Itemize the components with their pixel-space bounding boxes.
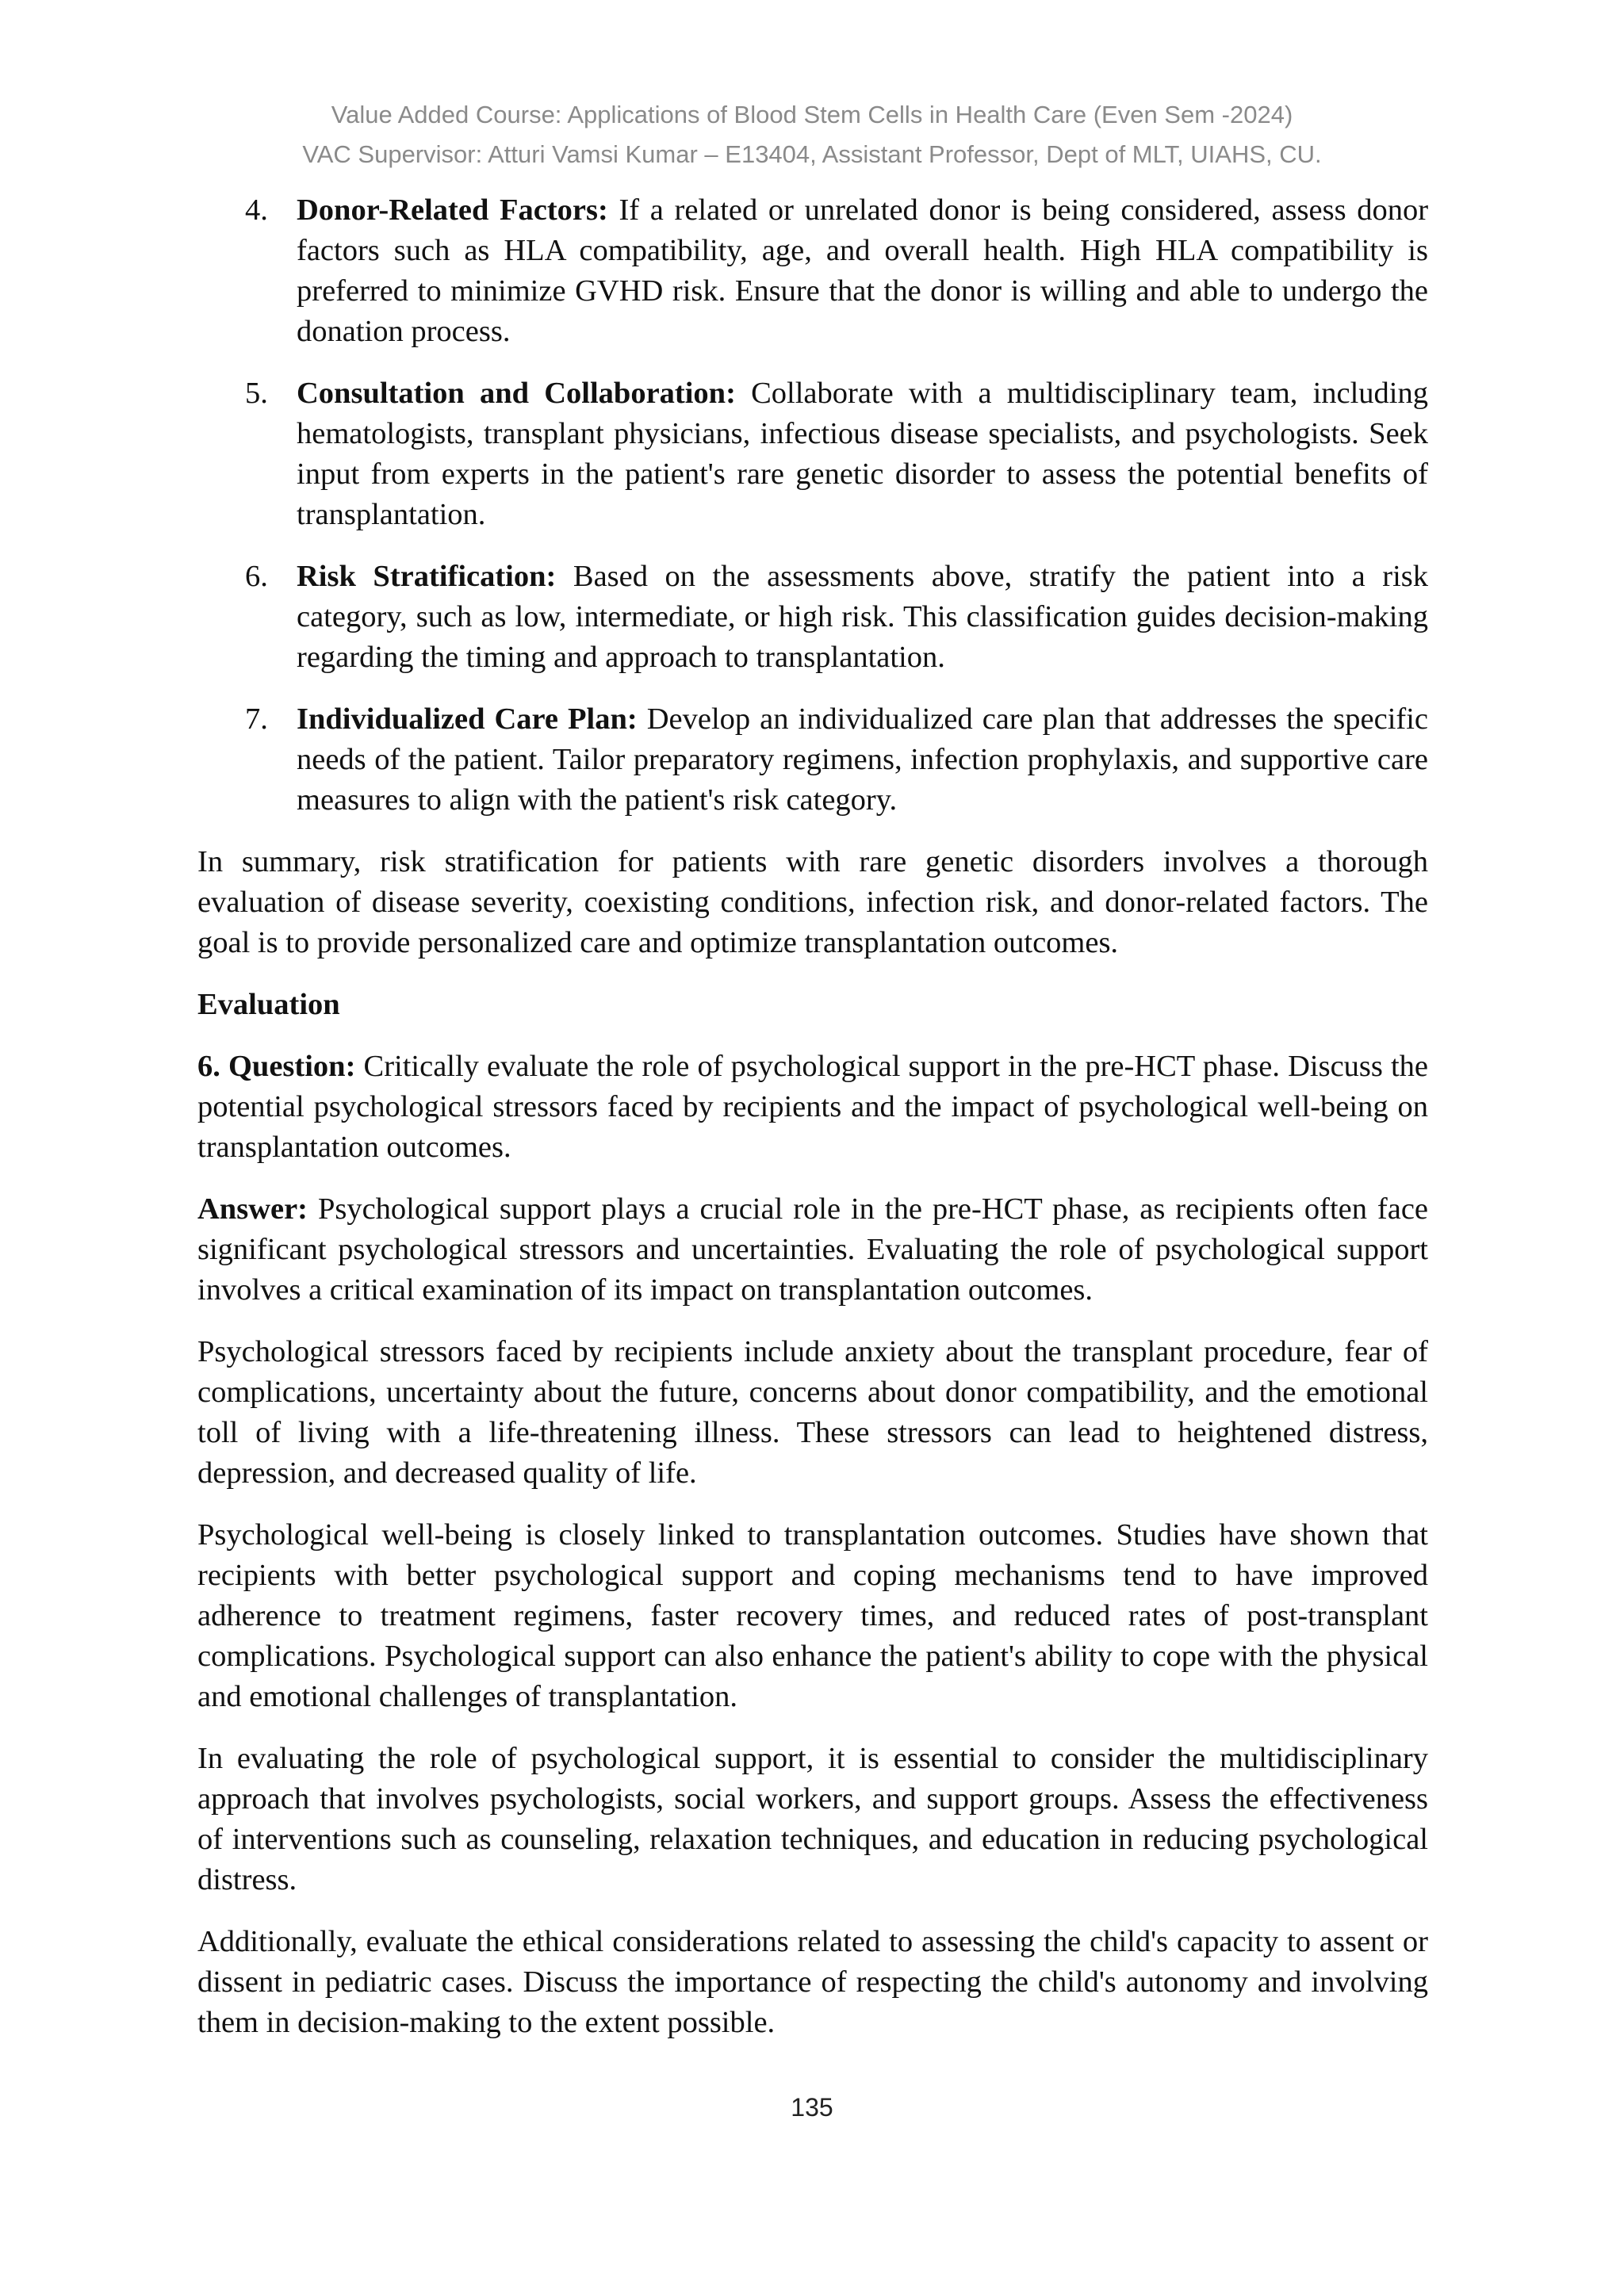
list-item [197, 699, 1428, 821]
list-item-number: 7. [245, 702, 268, 736]
body-paragraph: Psychological well-being is closely linked to transplantation outcomes. Studies have shown that recipients with better psychological support and coping mechanisms tend to have improved adherence to treatment regimens, faster recovery times, and reduced rates of post-transplant complications. Psychological support can also enhance the patient's ability to cope with the physical and emotional challenges of transplantation. [197, 1518, 1428, 1713]
list-item-text: Develop an individualized care plan that addresses the specific needs of the patient. Tailor preparatory regimens, infection prophylaxis, and supportive care measures to align with the patient's risk category. [297, 702, 1428, 817]
body-paragraph: In evaluating the role of psychological support, it is essential to consider the multidisciplinary approach that involves psychologists, social workers, and support groups. Assess the effectiveness of interventions such as counseling, relaxation techniques, and education in reducing psychological distress. [197, 1742, 1428, 1896]
question-label: 6. Question: [197, 1050, 356, 1083]
list-item-title: Donor-Related Factors: [297, 193, 608, 227]
list-item [197, 557, 1428, 678]
list-item-text: If a related or unrelated donor is being considered, assess donor factors such as HLA compatibility, age, and overall health. High HLA compatibility is preferred to minimize GVHD risk. Ensure that the donor is willing and able to undergo the donation process. [297, 193, 1429, 348]
answer-label: Answer: [197, 1192, 308, 1226]
summary-paragraph: In summary, risk stratification for patients with rare genetic disorders involves a thorough evaluation of disease severity, coexisting conditions, infection risk, and donor-related factors. The goal is to provide personalized care and optimize transplantation outcomes. [197, 845, 1428, 959]
document-body [197, 190, 1428, 2064]
list-item-text: Based on the assessments above, stratify the patient into a risk category, such as low, intermediate, or high risk. This classification guides decision-making regarding the timing and approach to transplantation. [297, 560, 1428, 674]
section-heading: Evaluation [197, 988, 340, 1021]
list-item-title: Risk Stratification: [297, 560, 557, 593]
header-course-title: Value Added Course: Applications of Blood Stem Cells in Health Care (Even Sem -2024) [331, 101, 1293, 128]
question-paragraph [197, 1047, 1428, 1168]
answer-text: Psychological support plays a crucial role in the pre-HCT phase, as recipients often face significant psychological stressors and uncertainties. Evaluating the role of psychological support involves a critical examination of its impact on transplantation outcomes. [197, 1192, 1429, 1307]
answer-paragraph [197, 1189, 1428, 1311]
list-item-number: 4. [245, 193, 268, 227]
body-paragraph: Psychological stressors faced by recipients include anxiety about the transplant procedure, fear of complications, uncertainty about the future, concerns about donor compatibility, and the emotional toll of living with a life-threatening illness. These stressors can lead to heightened distress, depression, and decreased quality of life. [197, 1335, 1428, 1490]
page-number: 135 [791, 2093, 833, 2122]
list-item-title: Consultation and Collaboration: [297, 377, 736, 410]
list-item [197, 190, 1428, 352]
page-header [0, 95, 1624, 174]
list-item-number: 6. [245, 560, 268, 593]
list-item-title: Individualized Care Plan: [297, 702, 638, 736]
list-item [197, 373, 1428, 535]
question-text: Critically evaluate the role of psychological support in the pre-HCT phase. Discuss the potential psychological stressors faced by recipients and the impact of psychological well-being on transplantation outcomes. [197, 1050, 1429, 1164]
body-paragraph: Additionally, evaluate the ethical considerations related to assessing the child's capacity to assent or dissent in pediatric cases. Discuss the importance of respecting the child's autonomy and involving them in decision-making to the extent possible. [197, 1925, 1428, 2039]
list-item-number: 5. [245, 377, 268, 410]
header-supervisor: VAC Supervisor: Atturi Vamsi Kumar – E13404, Assistant Professor, Dept of MLT, UIAHS, CU. [302, 140, 1322, 168]
list-item-text: Collaborate with a multidisciplinary team, including hematologists, transplant physicians, infectious disease specialists, and psychologists. Seek input from experts in the patient's rare genetic disorder to assess the potential benefits of transplantation. [297, 377, 1428, 531]
